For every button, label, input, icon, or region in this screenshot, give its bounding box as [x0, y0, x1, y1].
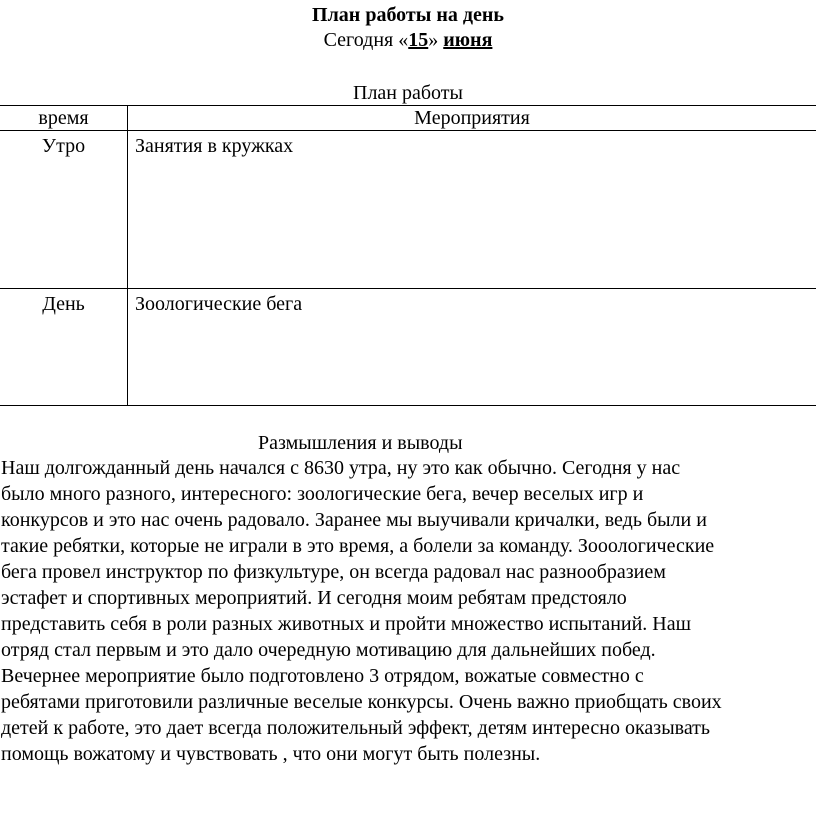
- table-header-row: [0, 106, 816, 131]
- date-month: июня: [443, 29, 493, 51]
- paragraph-line: представить себя в роли разных животных и пройти множество испытаний. Наш: [1, 613, 692, 635]
- row-time-cell: Утро: [0, 131, 128, 289]
- paragraph-line: было много разного, интересного: зоологические бега, вечер веселых игр и: [1, 483, 644, 505]
- paragraph-line: помощь вожатому и чувствовать , что они могут быть полезны.: [1, 743, 541, 765]
- paragraph-line: такие ребятки, которые не играли в это время, а болели за команду. Зооологические: [1, 535, 715, 557]
- table-row: [0, 289, 816, 406]
- paragraph-line: детей к работе, это дает всегда положительный эффект, детям интересно оказывать: [1, 717, 711, 739]
- row-event-cell: Зоологические бега: [128, 289, 816, 406]
- row-event-cell: Занятия в кружках: [128, 131, 816, 289]
- paragraph-line: бега провел инструктор по физкультуре, он всегда радовал нас разнообразием: [1, 561, 666, 583]
- paragraph-line: конкурсов и это нас очень радовало. Заранее мы выучивали кричалки, ведь были и: [1, 509, 707, 531]
- date-prefix: Сегодня «: [323, 29, 409, 51]
- paragraph-line: Вечернее мероприятие было подготовлено 3 отрядом, вожатые совместно с: [1, 665, 644, 687]
- reflection-heading: Размышления и выводы: [258, 432, 463, 454]
- date-line: [0, 28, 816, 52]
- paragraph-line: ребятами приготовили различные веселые конкурсы. Очень важно приобщать своих: [1, 691, 722, 713]
- plan-heading: План работы: [353, 82, 463, 104]
- table-row: [0, 131, 816, 289]
- plan-table: [0, 105, 816, 406]
- reflection-paragraph: [1, 455, 816, 767]
- page-title: План работы на день: [312, 4, 504, 26]
- column-header-events: Мероприятия: [128, 106, 816, 131]
- paragraph-line: Наш долгожданный день начался с 8630 утра, ну это как обычно. Сегодня у нас: [1, 457, 681, 479]
- column-header-time: время: [0, 106, 128, 131]
- date-day: 15: [408, 29, 429, 51]
- row-time-cell: День: [0, 289, 128, 406]
- date-mid: »: [428, 29, 444, 51]
- paragraph-line: отряд стал первым и это дало очередную мотивацию для дальнейших побед.: [1, 639, 656, 661]
- paragraph-line: эстафет и спортивных мероприятий. И сегодня моим ребятам предстояло: [1, 587, 627, 609]
